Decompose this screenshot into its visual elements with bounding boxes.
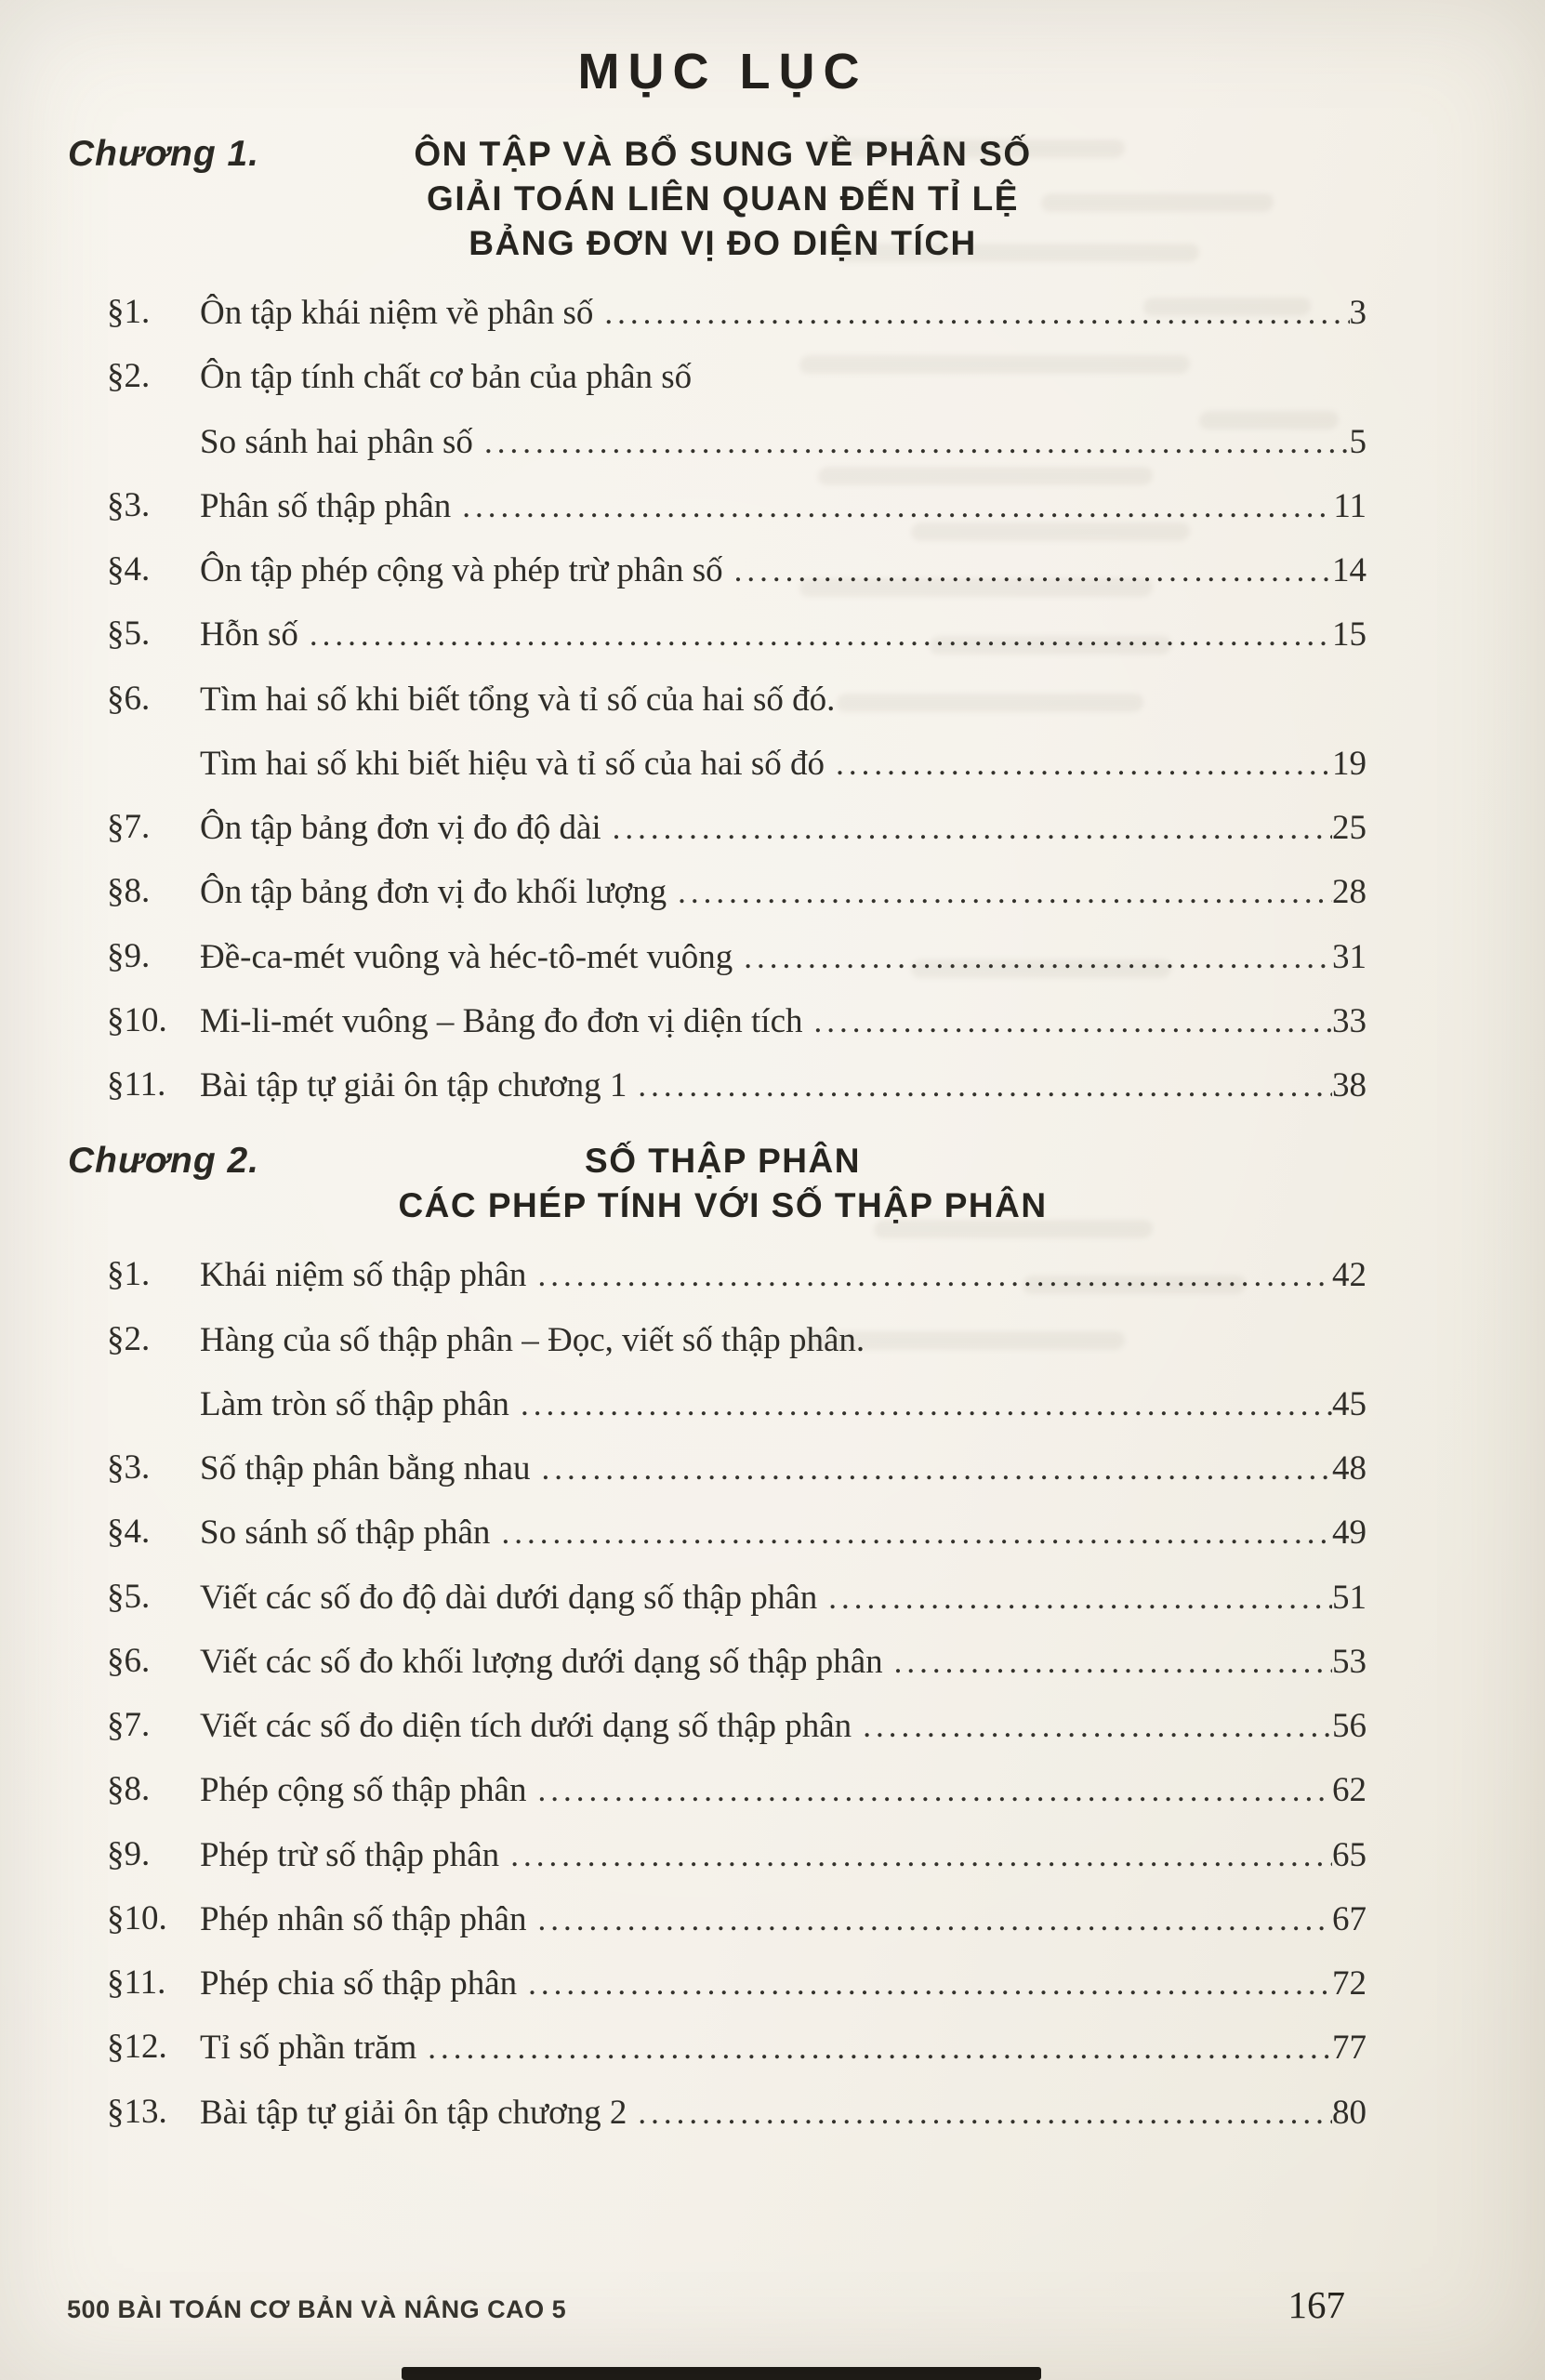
chapter-title: ÔN TẬP VÀ BỔ SUNG VỀ PHÂN SỐ xyxy=(414,135,1032,173)
chapter-header xyxy=(68,1135,1367,1228)
dot-leader xyxy=(667,872,1332,913)
entry-page-number: 5 xyxy=(1349,422,1367,461)
entry-page-number: 65 xyxy=(1332,1835,1367,1874)
entry-title: Phép chia số thập phân xyxy=(200,1964,518,2003)
toc-entry xyxy=(107,936,1367,979)
toc-entry xyxy=(107,485,1367,528)
entry-page-number: 11 xyxy=(1333,486,1367,525)
toc-entry xyxy=(107,1963,1367,2005)
dot-leader xyxy=(526,1770,1332,1811)
chapter-label: Chương 1. xyxy=(68,134,260,174)
chapter-title: BẢNG ĐƠN VỊ ĐO DIỆN TÍCH xyxy=(469,224,977,262)
entry-title: Tìm hai số khi biết tổng và tỉ số của hai số đó. xyxy=(200,680,836,719)
chapter-section xyxy=(68,1135,1367,2135)
entry-page-number: 72 xyxy=(1332,1964,1367,2003)
entry-title: Làm tròn số thập phân xyxy=(200,1384,509,1423)
page-title: MỤC LỤC xyxy=(577,44,868,99)
dot-leader xyxy=(451,486,1333,527)
entry-page-number: 67 xyxy=(1332,1899,1367,1938)
entry-number: §9. xyxy=(107,1834,151,1873)
entry-number: §1. xyxy=(107,1255,151,1294)
toc-entry xyxy=(107,1319,1367,1427)
entry-number: §8. xyxy=(107,1770,151,1809)
chapter-header xyxy=(68,128,1367,266)
entry-page-number: 48 xyxy=(1332,1449,1367,1488)
dot-leader xyxy=(601,808,1332,849)
entry-title: Số thập phân bằng nhau xyxy=(200,1449,531,1488)
entry-title: Ôn tập bảng đơn vị đo khối lượng xyxy=(200,873,667,912)
dot-leader xyxy=(593,293,1349,334)
entry-title: Khái niệm số thập phân xyxy=(200,1256,527,1295)
entry-title: Phép nhân số thập phân xyxy=(200,1899,527,1938)
entry-number: §3. xyxy=(107,1448,151,1487)
dot-leader xyxy=(803,1001,1333,1042)
page-footer xyxy=(67,2282,1345,2327)
entry-number: §8. xyxy=(107,872,151,911)
entry-number: §4. xyxy=(107,550,151,588)
toc-entry xyxy=(107,1577,1367,1620)
dot-leader xyxy=(627,1065,1332,1106)
entry-page-number: 19 xyxy=(1332,744,1367,783)
toc-entry xyxy=(107,871,1367,914)
entry-page-number: 31 xyxy=(1332,937,1367,976)
entry-title: Tìm hai số khi biết hiệu và tỉ số của hai số đó xyxy=(200,744,825,783)
entry-page-number: 49 xyxy=(1332,1514,1367,1553)
entry-page-number: 15 xyxy=(1332,615,1367,654)
entry-number: §5. xyxy=(107,615,151,654)
footer-book-title: 500 BÀI TOÁN CƠ BẢN VÀ NÂNG CAO 5 xyxy=(67,2295,567,2323)
chapter-label: Chương 2. xyxy=(68,1141,260,1182)
page-content xyxy=(68,43,1367,2156)
dot-leader xyxy=(531,1448,1332,1489)
entry-page-number: 62 xyxy=(1332,1771,1367,1810)
entry-number: §10. xyxy=(107,1000,167,1039)
entry-page-number: 25 xyxy=(1332,809,1367,847)
entry-title: Phân số thập phân xyxy=(200,486,452,525)
entry-page-number: 14 xyxy=(1332,551,1367,589)
entry-list xyxy=(79,292,1367,1107)
entry-title: Ôn tập phép cộng và phép trừ phân số xyxy=(200,551,723,589)
entry-page-number: 38 xyxy=(1332,1066,1367,1104)
entry-title: Tỉ số phần trăm xyxy=(200,2029,417,2068)
entry-title: Ôn tập bảng đơn vị đo độ dài xyxy=(200,809,601,847)
entry-number: §3. xyxy=(107,485,151,524)
entry-page-number: 77 xyxy=(1332,2029,1367,2068)
entry-title: Đề-ca-mét vuông và héc-tô-mét vuông xyxy=(200,937,733,976)
chapter-titles xyxy=(79,132,1367,266)
entry-number: §1. xyxy=(107,293,151,331)
toc-entry xyxy=(107,1064,1367,1107)
dot-leader xyxy=(825,744,1332,785)
scan-artifact-bar xyxy=(402,2367,1041,2380)
entry-number: §2. xyxy=(107,1319,151,1358)
dot-leader xyxy=(509,1384,1332,1425)
toc-entry xyxy=(107,1705,1367,1748)
entry-number: §13. xyxy=(107,2092,167,2131)
dot-leader xyxy=(883,1642,1332,1683)
dot-leader xyxy=(526,1899,1332,1940)
toc-entry xyxy=(107,1000,1367,1043)
entry-page-number: 51 xyxy=(1332,1578,1367,1617)
dot-leader xyxy=(627,2093,1332,2134)
entry-number: §6. xyxy=(107,679,151,718)
chapter-title: SỐ THẬP PHÂN xyxy=(585,1142,861,1181)
entry-number: §2. xyxy=(107,357,151,396)
entry-list xyxy=(79,1254,1367,2135)
toc-entry xyxy=(107,356,1367,464)
entry-number: §12. xyxy=(107,2028,167,2067)
chapter-titles xyxy=(79,1139,1367,1228)
toc-entry xyxy=(107,1512,1367,1554)
toc-entry xyxy=(107,1769,1367,1812)
footer-page-number: 167 xyxy=(1288,2283,1345,2326)
toc-entry xyxy=(107,1448,1367,1490)
toc-entry xyxy=(107,807,1367,850)
entry-title: So sánh hai phân số xyxy=(200,422,473,461)
toc-entry xyxy=(107,1834,1367,1877)
entry-number: §5. xyxy=(107,1577,151,1616)
entry-title: Ôn tập tính chất cơ bản của phân số xyxy=(200,358,693,397)
toc-entry xyxy=(107,614,1367,656)
entry-title: Viết các số đo độ dài dưới dạng số thập phân xyxy=(200,1578,818,1617)
toc-entry xyxy=(107,292,1367,335)
toc-entry xyxy=(107,1254,1367,1297)
entry-page-number: 56 xyxy=(1332,1707,1367,1745)
entry-title: Hàng của số thập phân – Đọc, viết số thập phân. xyxy=(200,1320,865,1359)
chapter-title: GIẢI TOÁN LIÊN QUAN ĐẾN TỈ LỆ xyxy=(427,179,1019,218)
dot-leader xyxy=(517,1964,1332,2004)
dot-leader xyxy=(490,1513,1332,1554)
toc-entry xyxy=(107,2027,1367,2069)
entry-page-number: 3 xyxy=(1349,294,1367,332)
toc-entry xyxy=(107,1641,1367,1684)
dot-leader xyxy=(416,2028,1332,2069)
toc-entry xyxy=(107,1898,1367,1941)
entry-title: Phép cộng số thập phân xyxy=(200,1771,527,1810)
entry-page-number: 80 xyxy=(1332,2093,1367,2132)
entry-title: Bài tập tự giải ôn tập chương 2 xyxy=(200,2093,627,2132)
entry-number: §10. xyxy=(107,1898,167,1937)
entry-page-number: 28 xyxy=(1332,873,1367,912)
dot-leader xyxy=(817,1578,1332,1619)
dot-leader xyxy=(298,615,1332,655)
entry-title: Bài tập tự giải ôn tập chương 1 xyxy=(200,1066,627,1104)
entry-title: Hỗn số xyxy=(200,615,298,654)
entry-title: Phép trừ số thập phân xyxy=(200,1835,500,1874)
entry-title: So sánh số thập phân xyxy=(200,1514,491,1553)
entry-number: §4. xyxy=(107,1513,151,1552)
chapter-section xyxy=(68,128,1367,1107)
chapter-title: CÁC PHÉP TÍNH VỚI SỐ THẬP PHÂN xyxy=(398,1186,1048,1225)
entry-number: §9. xyxy=(107,936,151,975)
entry-title: Mi-li-mét vuông – Bảng đo đơn vị diện tích xyxy=(200,1001,803,1040)
dot-leader xyxy=(526,1255,1332,1296)
dot-leader xyxy=(473,422,1350,463)
entry-title: Viết các số đo khối lượng dưới dạng số thập phân xyxy=(200,1642,883,1681)
dot-leader xyxy=(499,1835,1332,1876)
entry-page-number: 42 xyxy=(1332,1256,1367,1295)
dot-leader xyxy=(852,1706,1332,1747)
table-of-contents xyxy=(68,128,1367,2135)
dot-leader xyxy=(733,937,1332,978)
entry-page-number: 53 xyxy=(1332,1642,1367,1681)
entry-number: §11. xyxy=(107,1065,166,1104)
entry-number: §7. xyxy=(107,1706,151,1744)
entry-number: §6. xyxy=(107,1641,151,1680)
entry-number: §7. xyxy=(107,808,151,846)
entry-number: §11. xyxy=(107,1964,166,2002)
dot-leader xyxy=(723,550,1332,591)
toc-entry xyxy=(107,2092,1367,2135)
entry-page-number: 33 xyxy=(1332,1001,1367,1040)
toc-entry xyxy=(107,679,1367,787)
entry-page-number: 45 xyxy=(1332,1384,1367,1423)
entry-title: Ôn tập khái niệm về phân số xyxy=(200,294,594,332)
entry-title: Viết các số đo diện tích dưới dạng số thập phân xyxy=(200,1707,852,1745)
toc-entry xyxy=(107,549,1367,592)
